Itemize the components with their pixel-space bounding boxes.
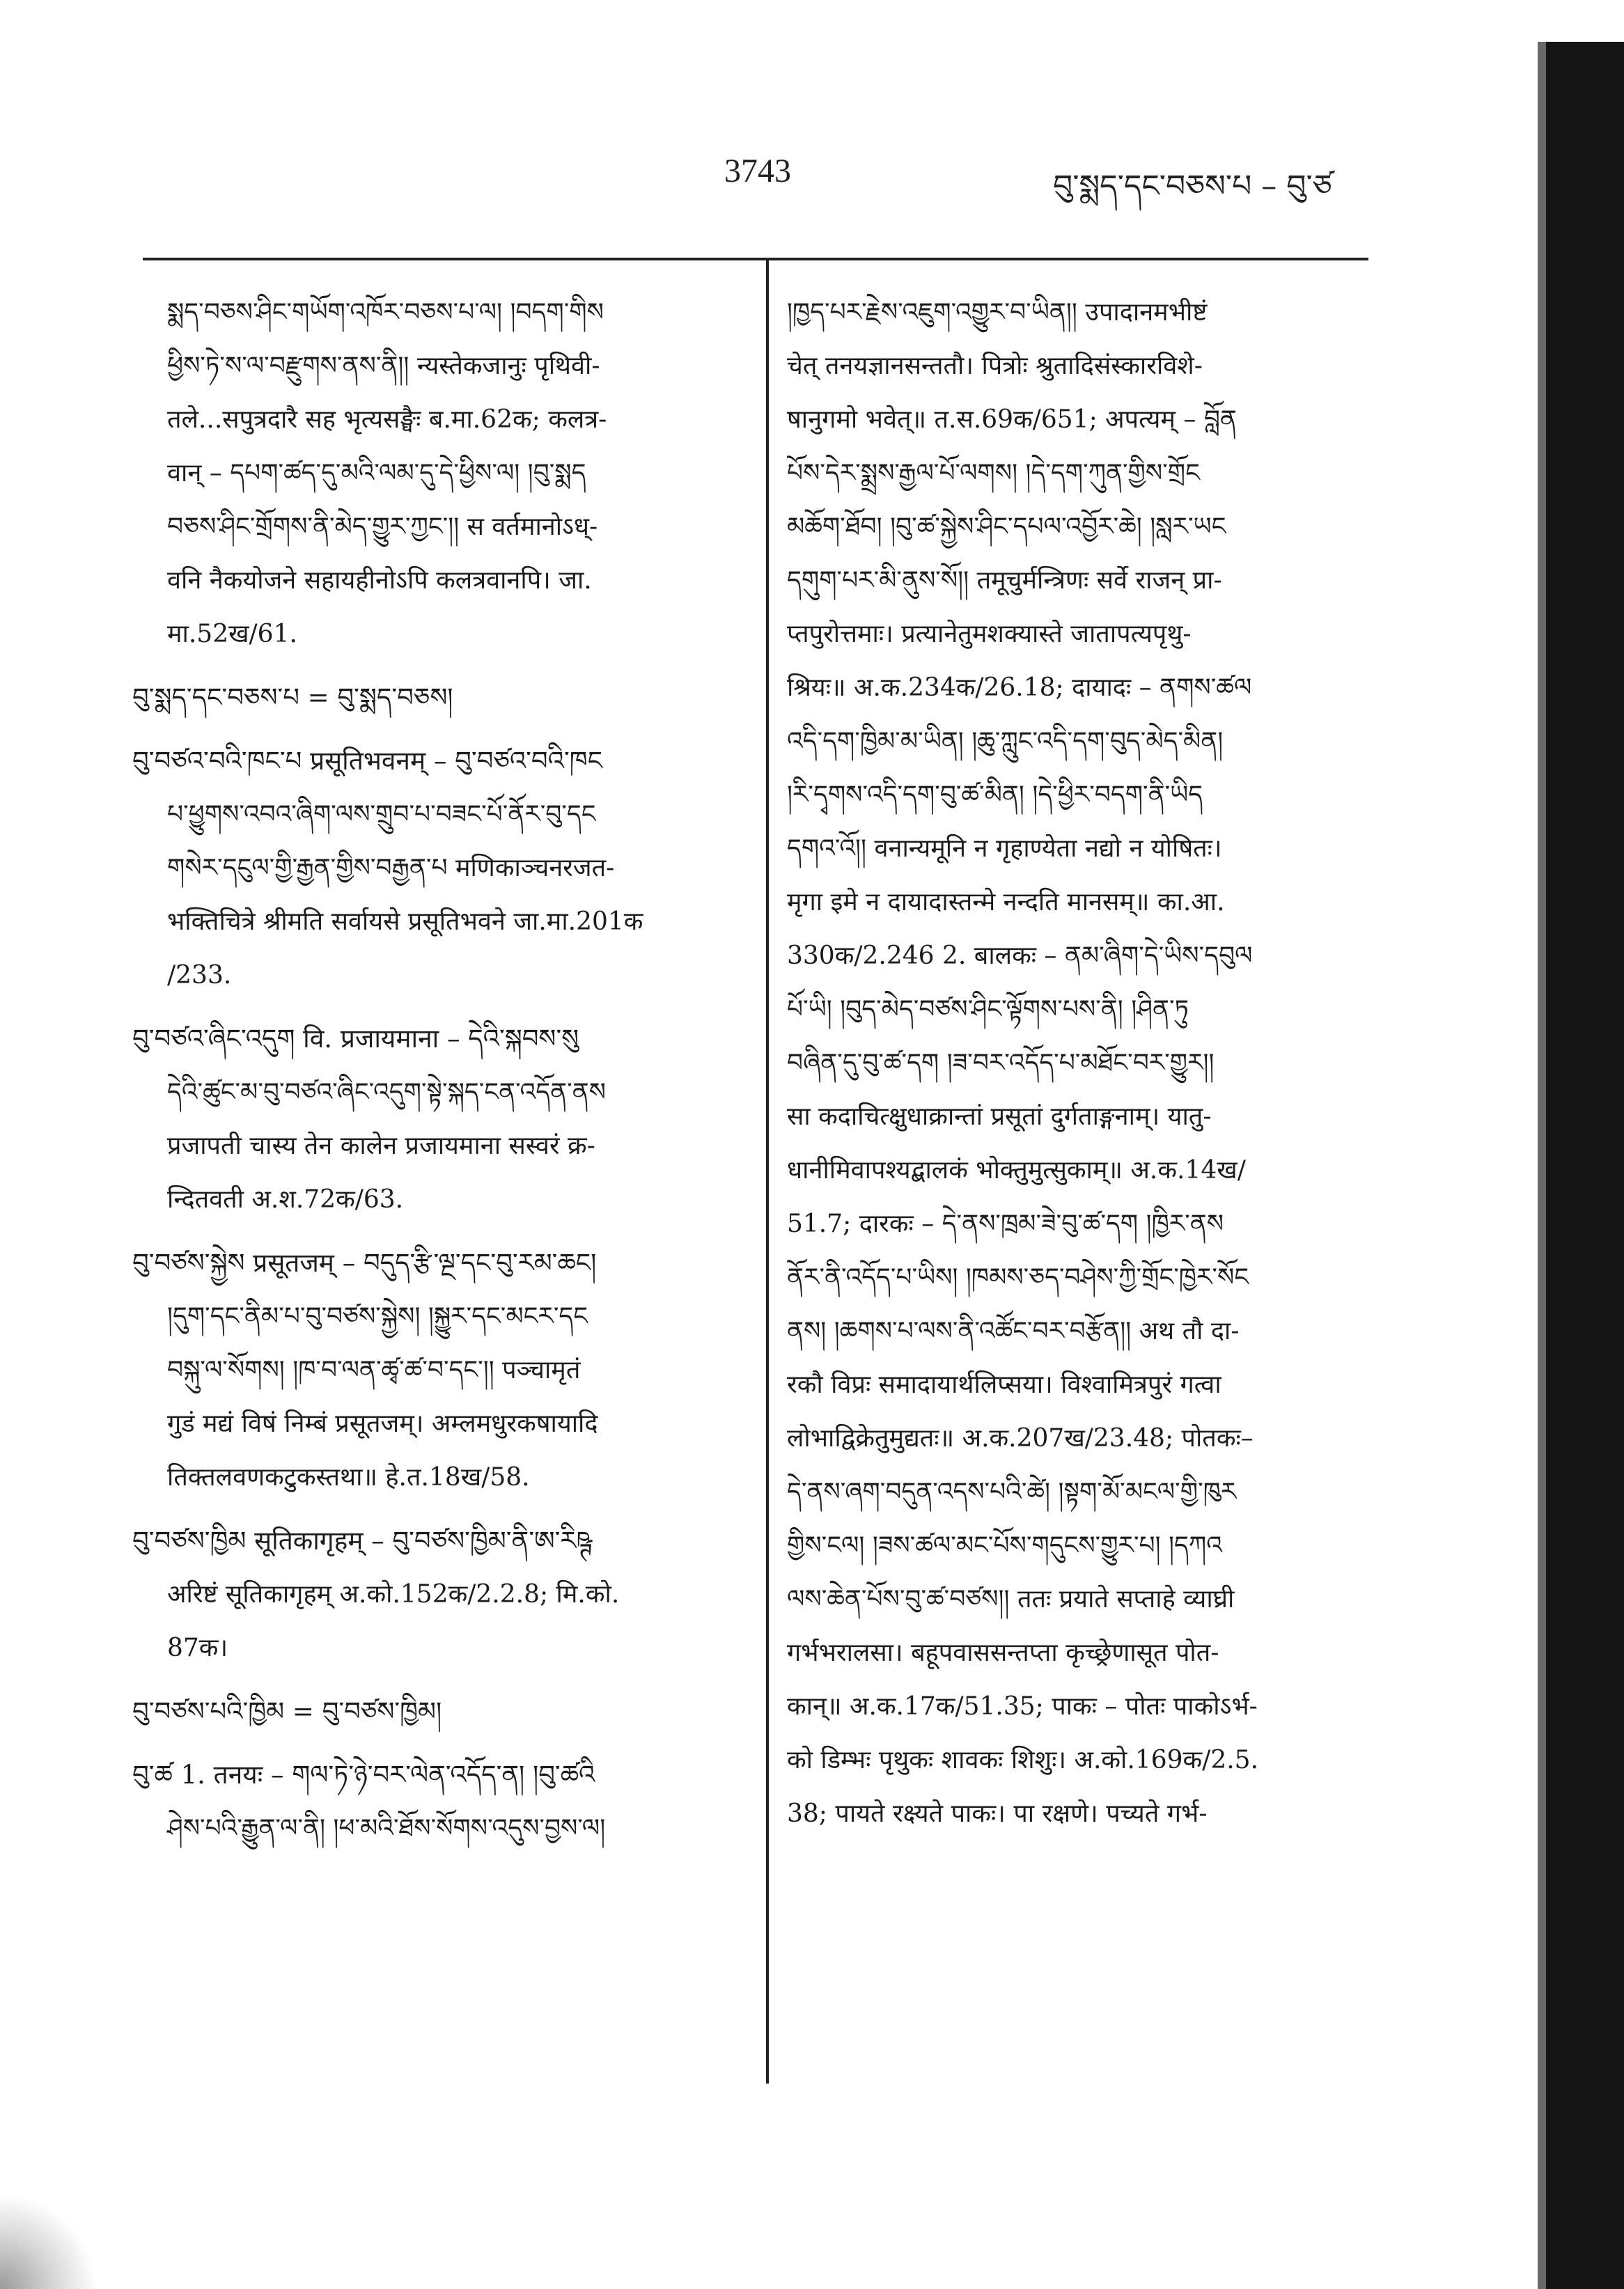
entry-text-line: སྨད་བཅས་ཤིང་གཡོག་འཁོར་བཅས་པ་ལ། །བདག་གིས [167, 298, 604, 327]
entry-text-line: लोभाद्विक्रेतुमुद्यतः॥ अ.क.207ख/23.48; पोतकः– [787, 1424, 1254, 1453]
dictionary-entry-bu-btsa-bai-khang-pa [132, 734, 749, 1002]
dictionary-entry-bu-btsa-zhing-dug [132, 1012, 749, 1226]
entry-headword-line: བུ་བཙས་སྐྱེས प्रसूतजम् – བདུད་རྩི་ལྔ་དང་བུ་རམ་ཆང། [132, 1248, 597, 1278]
entry-text-line: ནས། །ཆགས་པ་ལས་ནི་འཚོང་བར་བརྩོན།། अथ तौ दा- [787, 1317, 1240, 1345]
entry-text-line: དགུག་པར་མི་ནུས་སོ།། तमूचुर्मन्त्रिणः सर्वे राजन् प्रा- [787, 566, 1222, 595]
entry-headword-line: བུ་བཙའ་བའི་ཁང་པ प्रसूतिभवनम् – བུ་བཙའ་བའི་ཁང [132, 746, 602, 776]
entry-text-line: པོ་ཡི། །བུད་མེད་བཙས་ཤིང་ལྟོགས་པས་ནི། །ཤིན་ཏུ [787, 995, 1189, 1024]
entry-text-line: गुडं मद्यं विषं निम्बं प्रसूतजम्। अम्लमधुरकषायादि [167, 1409, 598, 1438]
entry-text-line: धानीमिवापश्यद्बालकं भोक्तुमुत्सुकाम्॥ अ.क.14ख/ [787, 1156, 1246, 1185]
entry-text-line: གྱིས་ངལ། །ཟས་ཚལ་མང་པོས་གདུངས་གྱུར་པ། །དཀའ [787, 1531, 1222, 1560]
entry-text-line: /233. [167, 961, 232, 990]
entry-text-line: །རི་དྭགས་འདི་དག་བུ་ཚ་མིན། །དེ་ཕྱིར་བདག་ནི་ཡིད [787, 781, 1203, 809]
entry-text-line: དགའ་འོ།། वनान्यमूनि न गृहाण्येता नद्यो न योषितः। [787, 834, 1222, 863]
dictionary-entry-bu-btsas-skyes [132, 1236, 749, 1504]
entry-text-line: གསེར་དངུལ་གྱི་རྒྱན་གྱིས་བརྒྱན་པ मणिकाञ्चनरजत- [167, 854, 615, 882]
entry-text-line: དེ་ནས་ཞག་བདུན་འདས་པའི་ཚེ། །སྟག་མོ་མངལ་གྱི་ཁུར [787, 1478, 1237, 1506]
entry-headword-line: བུ་བཙས་པའི་ཁྱིམ = བུ་བཙས་ཁྱིམ། [132, 1696, 442, 1726]
header-rule [143, 258, 1368, 260]
dictionary-entry-continuation [132, 286, 749, 661]
entry-text-line: को डिम्भः पृथुकः शावकः शिशुः। अ.को.169क/2.5. [787, 1746, 1259, 1774]
entry-text-line: प्रजापती चास्य तेन कालेन प्रजायमाना सस्वरं क्र- [167, 1132, 595, 1160]
entry-text-line: गर्भभरालसा। बहूपवाससन्तप्ता कृच्छ्रेणासूत पोत- [787, 1639, 1219, 1667]
entry-text-line: न्दितवती अ.श.72क/63. [167, 1185, 404, 1214]
left-column [132, 286, 749, 1865]
dictionary-entry-bu-btsas-khyim [132, 1514, 749, 1675]
entry-text-line: श्रियः॥ अ.क.234क/26.18; दायादः – ནགས་ཚལ [787, 673, 1252, 702]
entry-text-line: 51.7; दारकः – དེ་ནས་ཁྲམ་ཟེ་བུ་ཚ་དག །ཁྱིར་ནས [787, 1210, 1224, 1238]
entry-text-line: བཞིན་དུ་བུ་ཚ་དག །ཟ་བར་འདོད་པ་མཐོང་བར་གྱུར།། [787, 1049, 1215, 1077]
entry-headword-line: བུ་ཚ 1. तनयः – གལ་ཏེ་ཉེ་བར་ལེན་འདོད་ན། །བུ་ཚའི [132, 1760, 595, 1790]
entry-headword-line: བུ་བཙའ་ཞིང་འདུག वि. प्रजायमाना – དེའི་སྐབས་སུ [132, 1024, 579, 1054]
entry-text-line: །དུག་དང་ནིམ་པ་བུ་བཙས་སྐྱེས། །སྐྱུར་དང་མངར་དང [167, 1302, 588, 1331]
entry-text-line: कान्॥ अ.क.17क/51.35; पाकः – पोतः पाकोऽर्भ- [787, 1692, 1258, 1721]
entry-text-line: པོས་དེར་སྨྲས་རྒྱལ་པོ་ལགས། །དེ་དག་ཀུན་གྱིས་གྲོང [787, 459, 1200, 487]
entry-text-line: वनि नैकयोजने सहायहीनोऽपि कलत्रवानपि। जा. [167, 566, 592, 595]
dictionary-entry-bu-tsha [132, 1748, 749, 1855]
right-column [787, 286, 1382, 1841]
entry-text-line: तिक्तलवणकटुकस्तथा॥ हे.त.18ख/58. [167, 1463, 530, 1492]
column-divider [766, 259, 769, 2084]
entry-text-line: པ་ཕྱུགས་འབའ་ཞིག་ལས་གྲུབ་པ་བཟང་པོ་ནོར་བུ་དང [167, 800, 596, 829]
entry-text-line: अरिष्टं सूतिकागृहम् अ.को.152क/2.2.8; मि.को. [167, 1580, 620, 1609]
dictionary-entry-bu-btsas-bai-khyim [132, 1685, 749, 1738]
entry-text-line: रकौ विप्रः समादायार्थलिप्सया। विश्वामित्रपुरं गत्वा [787, 1370, 1221, 1399]
entry-text-line: 87क। [167, 1634, 228, 1662]
entry-text-line: चेत् तनयज्ञानसन्ततौ। पित्रोः श्रुतादिसंस्कारविशे- [787, 352, 1203, 380]
entry-text-line: षानुगमो भवेत्॥ त.स.69क/651; अपत्यम् – བློན [787, 405, 1237, 434]
scan-edge-bar [1546, 42, 1624, 2289]
entry-text-line: ཕྱིས་ཏེ་ས་ལ་བརྫུགས་ནས་ནི།། न्यस्तेकजानुः पृथिवी- [167, 352, 600, 380]
entry-text-line: དེའི་ཚུང་མ་བུ་བཙའ་ཞིང་འདུག་སྟེ་སྐད་ངན་འདོན་ནས [167, 1078, 606, 1107]
entry-text-line: འདི་དག་ཁྱིམ་མ་ཡིན། །ཆུ་ཀླུང་འདི་དག་བུད་མེད་མིན། [787, 727, 1224, 756]
entry-text-line: ཤེས་པའི་རྒྱུན་ལ་ནི། །ཕ་མའི་ཐོས་སོགས་འདུས་བྱས་ལ། [167, 1814, 606, 1843]
entry-text-line: ལས་ཆེན་པོས་བུ་ཚ་བཙས།། ततः प्रयाते सप्ताहे व्याघ्री [787, 1585, 1235, 1614]
entry-text-line: सा कदाचित्क्षुधाक्रान्तां प्रसूतां दुर्गताङ्गनाम्। यातु- [787, 1102, 1212, 1131]
page-header [0, 146, 1624, 209]
entry-text-line: བཅས་ཤིང་གྲོགས་ནི་མེད་གྱུར་ཀྱང་།། स वर्तमानोऽध्- [167, 513, 598, 541]
running-head: བུ་སྨད་དང་བཅས་པ – བུ་ཙ [1053, 169, 1332, 204]
dictionary-entry-bu-smad-dang-bcas-pa [132, 671, 749, 724]
entry-text-line: तले...सपुत्रदारै सह भृत्यसङ्घैः ब.मा.62क; कलत्र- [167, 405, 607, 434]
entry-text-line: वान् – དཔག་ཚད་དུ་མའི་ལམ་དུ་དེ་ཕྱིས་ལ། །བུ་སྨད [167, 459, 586, 487]
entry-text-line: प्तपुरोत्तमाः। प्रत्यानेतुमशक्यास्ते जातापत्यपृथु- [787, 620, 1192, 648]
entry-headword-line: བུ་སྨད་དང་བཅས་པ = བུ་སྨད་བཅས། [132, 682, 453, 712]
entry-text-line: བསྐུ་ལ་སོགས། །ཁ་བ་ལན་ཚྭ་ཚ་བ་དང་།། पञ्चामृतं [167, 1356, 581, 1384]
entry-text-line: 38; पायते रक्ष्यते पाकः। पा रक्षणे। पच्यते गर्भ- [787, 1799, 1208, 1828]
entry-text-line: མཆོག་ཐོབ། །བུ་ཚ་སྐྱེས་ཤིང་དཔལ་འབྱོར་ཆེ། །སླར་ཡང [787, 513, 1226, 541]
scan-corner-shadow [0, 2194, 97, 2289]
entry-text-line: भक्तिचित्रे श्रीमति सर्वायसे प्रसूतिभवने जा.मा.201क [167, 907, 643, 936]
entry-text-line: །ཁྱད་པར་རྗེས་འཇུག་འགྱུར་བ་ཡིན།། उपादानमभीष्टं [787, 298, 1208, 327]
entry-text-line: मा.52ख/61. [167, 620, 297, 648]
entry-headword-line: བུ་བཙས་ཁྱིམ सूतिकागृहम् – བུ་བཙས་ཁྱིམ་ནི་ཨ་རིཥྚ [132, 1526, 593, 1556]
page-number: 3743 [724, 153, 791, 189]
entry-text-line: ནོར་ནི་འདོད་པ་ཡིས། །ཁམས་ཅད་བཤེས་ཀྱི་གྲོང་ཁྱེར་སོང [787, 1263, 1249, 1292]
entry-text-line: 330क/2.246 2. बालकः – ནམ་ཞིག་དེ་ཡིས་དབུལ [787, 942, 1253, 970]
entry-text-line: मृगा इमे न दायादास्तन्मे नन्दति मानसम्॥ का.आ. [787, 888, 1225, 916]
